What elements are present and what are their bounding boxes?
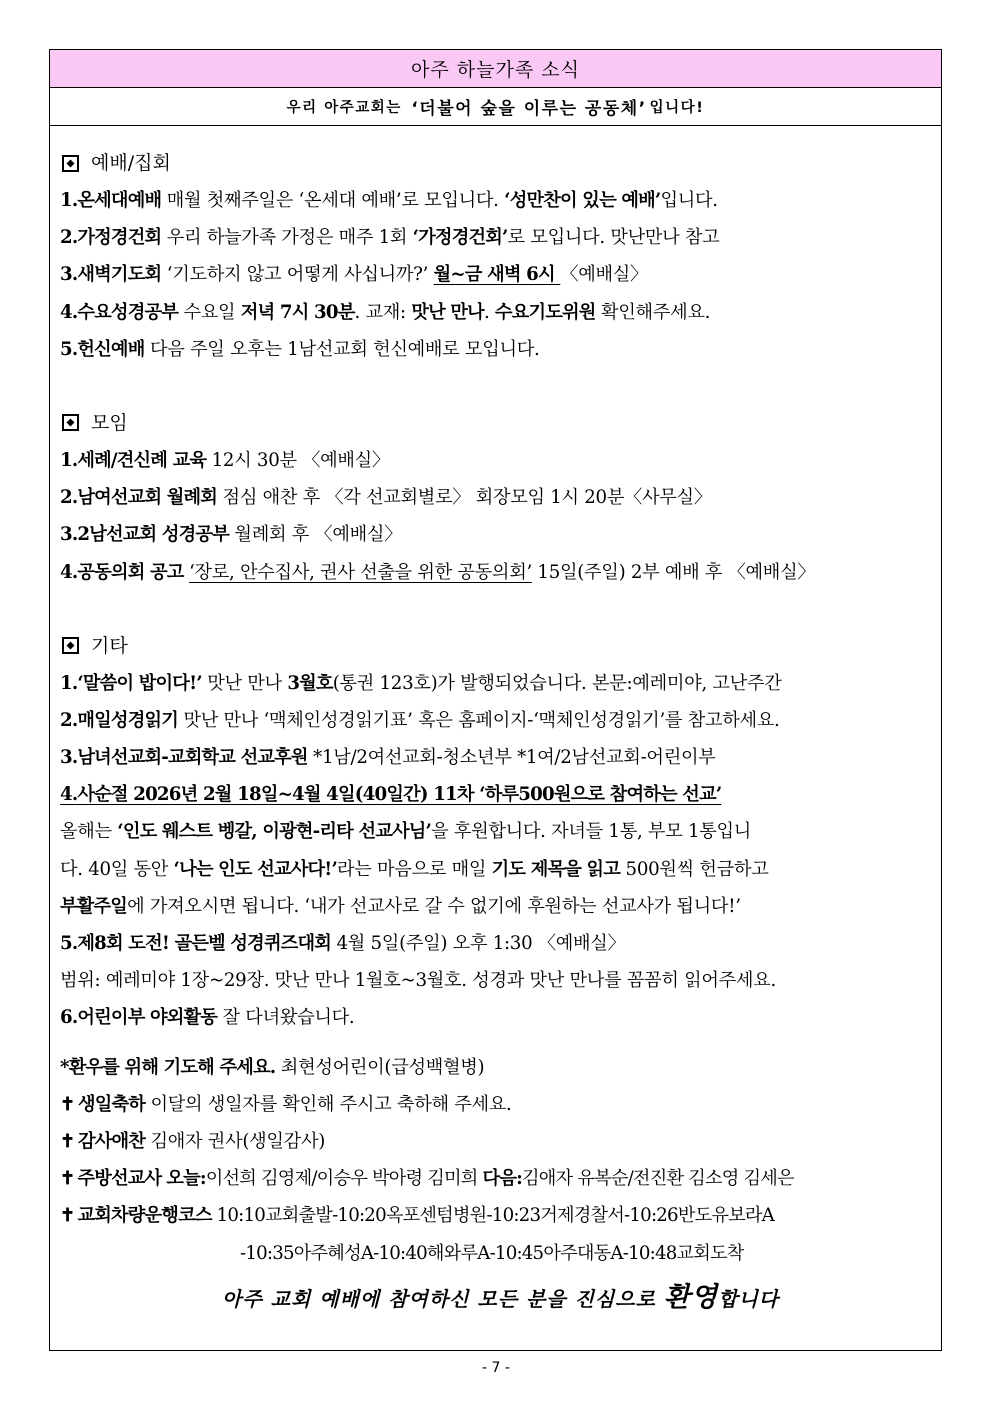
note-kitchen: ✝ 주방선교사 오늘:이선희 김영제/이승우 박아령 김미희 다음:김애자 유복순/전진환 김소영 김세은 <box>60 1168 794 1190</box>
worship-item-1: 1.온세대예배 매월 첫째주일은 ‘온세대 예배’로 모입니다. ‘성만찬이 있는 예배’입니다. <box>60 190 718 211</box>
motto-core: ‘더불어 숲을 이루는 공동체’ <box>411 99 647 119</box>
etc-item-2: 2.매일성경읽기 맛난 만나 ‘맥체인성경읽기표’ 혹은 홈페이지-‘맥체인성경읽기’를 참고하세요. <box>60 709 780 731</box>
note-prayer: *환우를 위해 기도해 주세요. 최현성어린이(급성백혈병) <box>60 1056 485 1078</box>
cross-icon: ✝ <box>60 1093 75 1115</box>
note-thanks: ✝ 감사애찬 김애자 권사(생일감사) <box>60 1130 326 1152</box>
church-motto <box>50 88 941 126</box>
meeting-item-3: 3.2남선교회 성경공부 월례회 후 〈예배실〉 <box>60 524 403 546</box>
section-title: 기타 <box>91 634 128 657</box>
etc-item-4-body-2: 다. 40일 동안 ‘나는 인도 선교사다!’라는 마음으로 매일 기도 제목을 읽고 500원씩 헌금하고 <box>60 858 769 880</box>
diamond-box-icon <box>62 637 79 654</box>
newsletter-frame <box>49 49 942 1351</box>
meeting-item-2: 2.남여선교회 월례회 점심 애찬 후 〈각 선교회별로〉 회장모임 1시 20분〈사무실〉 <box>60 487 712 509</box>
cross-icon: ✝ <box>60 1130 75 1152</box>
motto-post: 입니다! <box>649 100 705 116</box>
etc-item-4-body-3: 부활주일에 가져오시면 됩니다. ‘내가 선교사로 갈 수 없기에 후원하는 선교사가 됩니다!’ <box>60 895 741 917</box>
section-title: 예배/집회 <box>91 152 171 174</box>
etc-item-5: 5.제8회 도전! 골든벨 성경퀴즈대회 4월 5일(주일) 오후 1:30 〈예배실〉 <box>60 933 626 954</box>
section-etc-heading <box>60 627 941 665</box>
etc-item-1: 1.‘말씀이 밥이다!’ 맛난 만나 3월호(통권 123호)가 발행되었습니다. 본문:예레미야, 고난주간 <box>60 672 782 694</box>
note-vehicle: ✝ 교회차량운행코스 10:10교회출발-10:20옥포센텀병원-10:23거제경찰서-10:26반도유보라A <box>60 1205 774 1227</box>
etc-item-3: 3.남녀선교회-교회학교 선교후원 *1남/2여선교회-청소년부 *1여/2남선교회-어린이부 <box>60 747 716 769</box>
cross-icon: ✝ <box>60 1168 75 1190</box>
note-vehicle-cont: -10:35아주혜성A-10:40해와루A-10:45아주대동A-10:48교회도착 <box>240 1242 744 1264</box>
cross-icon: ✝ <box>60 1205 75 1227</box>
motto-pre: 우리 아주교회는 <box>286 100 402 116</box>
page-title: 아주 하늘가족 소식 <box>50 50 941 88</box>
etc-item-4-body-1: 올해는 ‘인도 웨스트 벵갈, 이광현-리타 선교사님’을 후원합니다. 자녀들 1통, 부모 1통입니 <box>60 821 752 843</box>
diamond-box-icon <box>62 414 79 431</box>
note-birthday: ✝ 생일축하 이달의 생일자를 확인해 주시고 축하해 주세요. <box>60 1093 512 1115</box>
diamond-box-icon <box>62 155 79 172</box>
worship-item-2: 2.가정경건회 우리 하늘가족 가정은 매주 1회 ‘가정경건회’로 모입니다. 맛난만나 참고 <box>60 227 720 249</box>
content <box>50 144 941 1324</box>
page-number: - 7 - <box>482 1360 510 1376</box>
section-worship-heading <box>60 144 941 182</box>
etc-item-6: 6.어린이부 야외활동 잘 다녀왔습니다. <box>60 1007 355 1029</box>
worship-item-3: 3.새벽기도회 ‘기도하지 않고 어떻게 사십니까?’ 월~금 새벽 6시 〈예배실〉 <box>60 264 648 286</box>
section-title: 모임 <box>91 411 128 434</box>
worship-item-5: 5.헌신예배 다음 주일 오후는 1남선교회 헌신예배로 모입니다. <box>60 338 540 360</box>
section-meetings-heading <box>60 404 941 442</box>
etc-item-4: 4.사순절 2026년 2월 18일~4월 4일(40일간) 11차 ‘하루500원으로 참여하는 선교’ <box>60 784 722 806</box>
worship-item-4: 4.수요성경공부 수요일 저녁 7시 30분. 교재: 맛난 만나. 수요기도위원 확인해주세요. <box>60 301 711 323</box>
etc-item-5-body: 범위: 예레미야 1장~29장. 맛난 만나 1월호~3월호. 성경과 맛난 만나를 꼼꼼히 읽어주세요. <box>60 970 776 992</box>
meeting-item-1: 1.세례/견신례 교육 12시 30분 〈예배실〉 <box>60 449 390 471</box>
welcome-message: 아주 교회 예배에 참여하신 모든 분을 진심으로 환영합니다 <box>222 1281 779 1313</box>
meeting-item-4: 4.공동의회 공고 ‘장로, 안수집사, 권사 선출을 위한 공동의회’ 15일(주일) 2부 예배 후 〈예배실〉 <box>60 561 816 583</box>
